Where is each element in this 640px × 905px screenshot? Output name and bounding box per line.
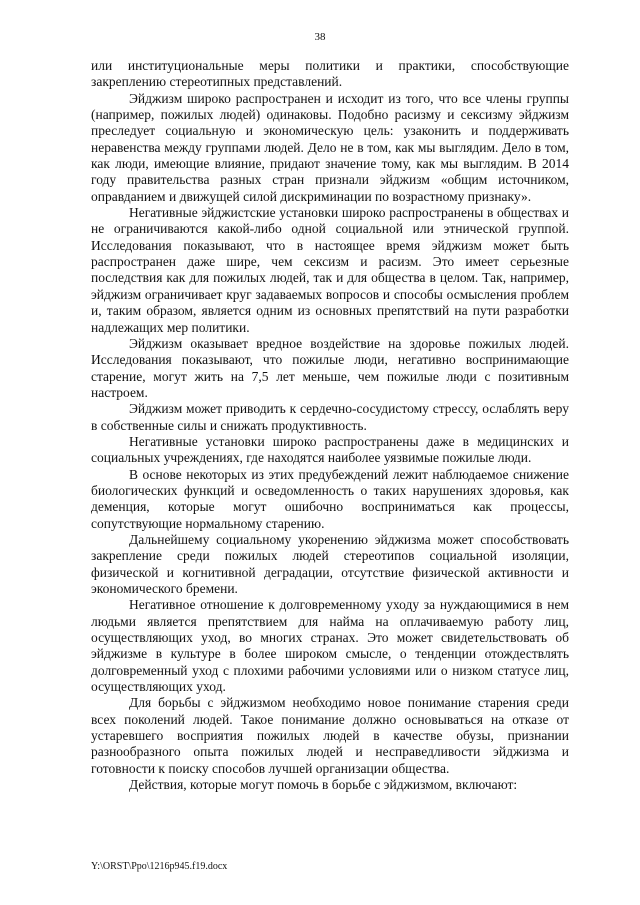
paragraph: Негативные эйджистские установки широко распространены в обществах и не ограничиваются какой-либо одной социальной или этнической группой. Исследования показывают, что в настоящее время эйджизм может быть распространен даже шире, чем сексизм и расизм. Это имеет серьезные последствия как для пожилых людей, так и для общества в целом. Так, например, эйджизм ограничивает круг задаваемых вопросов и способы осмысления проблем и, таким образом, является одним из основных препятствий на пути разработки надлежащих мер политики. — [91, 205, 569, 335]
paragraph: В основе некоторых из этих предубеждений лежит наблюдаемое снижение биологических функций и осведомленность о таких нарушениях здоровья, как деменция, которые могут ошибочно восприниматься как процессы, сопутствующие нормальному старению. — [91, 466, 569, 531]
paragraph: Дальнейшему социальному укоренению эйджизма может способствовать закрепление среди пожилых людей стереотипов социальной изоляции, физической и когнитивной деградации, отсутствие физической активности и экономического бремени. — [91, 531, 569, 596]
body-text — [91, 58, 569, 793]
paragraph: Действия, которые могут помочь в борьбе с эйджизмом, включают: — [129, 777, 518, 793]
paragraph: Для борьбы с эйджизмом необходимо новое понимание старения среди всех поколений людей. Такое понимание должно основываться на отказе от устаревшего восприятия пожилых людей в качестве обузы, признании разнообразного опыта пожилых людей и несправедливости эйджизма и готовности к поиску способов лучшей организации общества. — [91, 695, 569, 776]
paragraph: Эйджизм широко распространен и исходит из того, что все члены группы (например, пожилых людей) одинаковы. Подобно расизму и сексизму эйджизм преследует социальную и экономическую цель: узаконить и поддерживать неравенства между группами людей. Дело не в том, как мы выглядим. Дело в том, как люди, имеющие влияние, придают значение тому, как мы выглядим. В 2014 году правительства разных стран признали эйджизм «общим источником, оправданием и движущей силой дискриминации по возрастному признаку». — [91, 90, 569, 204]
paragraph: Эйджизм может приводить к сердечно-сосудистому стрессу, ослаблять веру в собственные силы и снижать продуктивность. — [91, 401, 569, 433]
footer-file-path: Y:\ORST\Ppo\1216p945.f19.docx — [91, 861, 228, 872]
paragraph: Эйджизм оказывает вредное воздействие на здоровье пожилых людей. Исследования показывают, что пожилые люди, негативно воспринимающие старение, могут жить на 7,5 лет меньше, чем пожилые люди с позитивным настроем. — [91, 335, 569, 400]
page-number: 38 — [314, 31, 326, 43]
paragraph: Негативное отношение к долговременному уходу за нуждающимися в нем людьми является препятствием для найма на оплачиваемую работу лиц, осуществляющих уход, во многих странах. Это может свидетельствовать об эйджизме в культуре в более широком смысле, о тенденции отождествлять долговременный уход с плохими рабочими условиями или о низком статусе лиц, осуществляющих уход. — [91, 597, 569, 695]
paragraph: Негативные установки широко распространены даже в медицинских и социальных учреждениях, где находятся наиболее уязвимые пожилые люди. — [91, 433, 569, 466]
paragraph: или институциональные меры политики и практики, способствующие закреплению стереотипных представлений. — [91, 58, 569, 90]
